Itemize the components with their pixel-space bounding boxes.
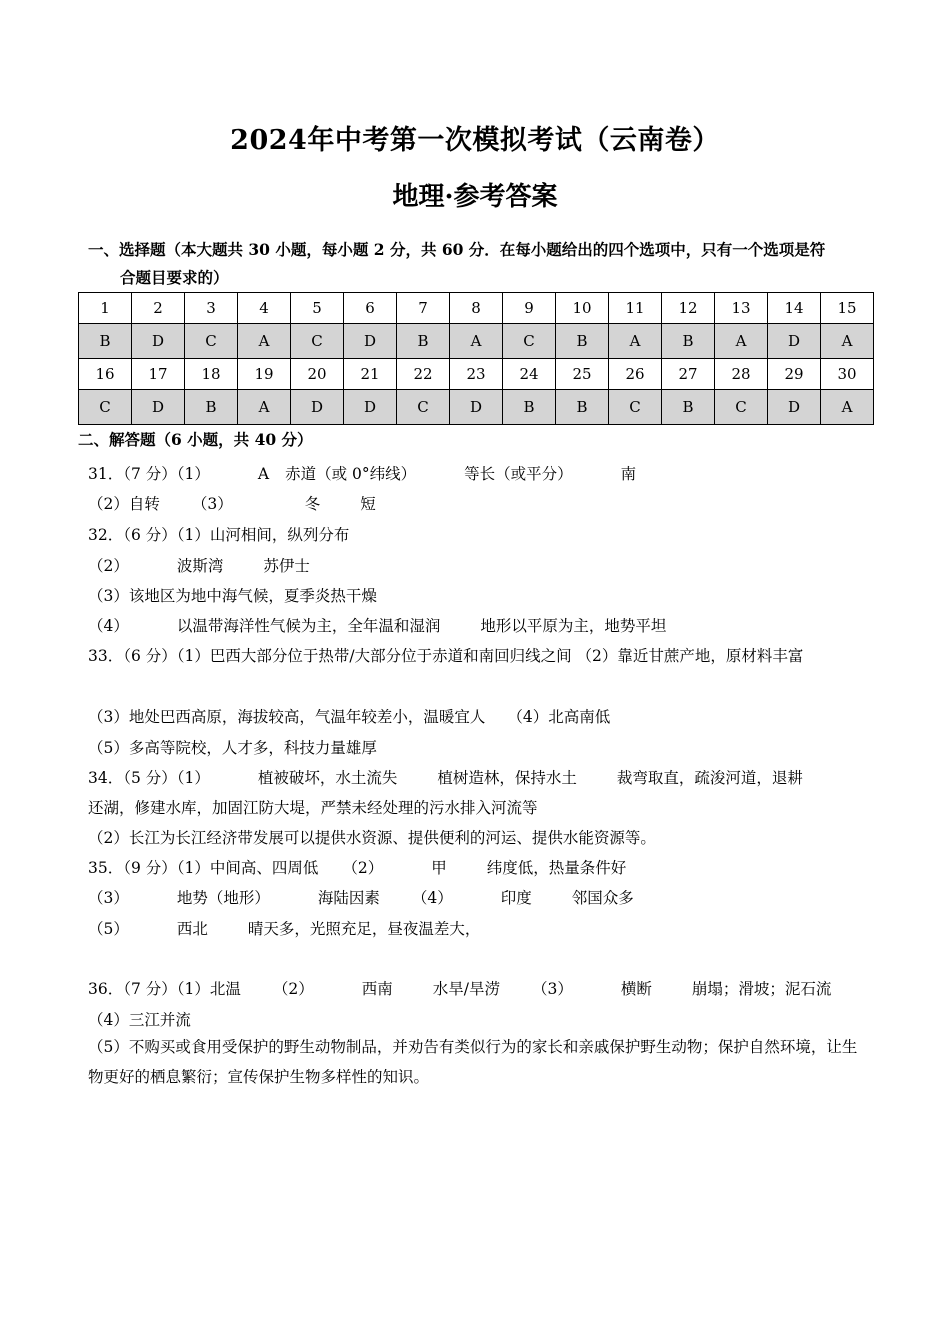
answer-row-row2-answers — [79, 390, 874, 425]
answer-letter-cell: A — [821, 324, 874, 359]
section1-title-line2: 合题目要求的） — [120, 268, 229, 287]
q36-line2: （4）三江并流 — [88, 1011, 191, 1029]
answer-letter-cell: C — [609, 390, 662, 425]
answer-number-cell: 28 — [715, 359, 768, 390]
q34-line2: （2）长江为长江经济带发展可以提供水资源、提供便利的河运、提供水能资源等。 — [88, 829, 656, 847]
answer-letter-cell: A — [821, 390, 874, 425]
answer-letter-cell: B — [397, 324, 450, 359]
answer-number-cell: 8 — [450, 293, 503, 324]
answer-row-row1-answers — [79, 324, 874, 359]
answer-letter-cell: A — [238, 390, 291, 425]
answer-number-cell: 19 — [238, 359, 291, 390]
answer-number-cell: 10 — [556, 293, 609, 324]
section1-title-line1: 一、选择题（本大题共 30 小题，每小题 2 分，共 60 分．在每小题给出的四个选项中，只有一个选项是符 — [88, 240, 826, 259]
q32-line4: （4） 以温带海洋性气候为主，全年温和湿润 地形以平原为主，地势平坦 — [88, 617, 667, 635]
answer-number-cell: 26 — [609, 359, 662, 390]
q32-line1: 32．（6 分）（1）山河相间，纵列分布 — [88, 526, 350, 544]
section2-heading: 二、解答题（6 小题，共 40 分） — [78, 430, 313, 449]
answer-letter-cell: D — [291, 390, 344, 425]
answer-number-cell: 23 — [450, 359, 503, 390]
answer-letter-cell: D — [132, 390, 185, 425]
page-title: 2024年中考第一次模拟考试（云南卷） — [230, 125, 720, 156]
page-subtitle: 地理·参考答案 — [392, 182, 558, 212]
answer-number-cell: 14 — [768, 293, 821, 324]
answer-letter-cell: D — [450, 390, 503, 425]
answer-number-cell: 20 — [291, 359, 344, 390]
answer-number-cell: 11 — [609, 293, 662, 324]
answer-number-cell: 16 — [79, 359, 132, 390]
answer-number-cell: 22 — [397, 359, 450, 390]
answer-number-cell: 12 — [662, 293, 715, 324]
answer-letter-cell: D — [344, 324, 397, 359]
answer-letter-cell: D — [344, 390, 397, 425]
q32-line3: （3）该地区为地中海气候，夏季炎热干燥 — [88, 587, 377, 605]
answer-letter-cell: B — [556, 324, 609, 359]
answer-number-cell: 29 — [768, 359, 821, 390]
answer-number-cell: 3 — [185, 293, 238, 324]
q35-line1: 35．（9 分）（1）中间高、四周低 （2） 甲 纬度低，热量条件好 — [88, 859, 627, 877]
q33-line3: （5）多高等院校，人才多，科技力量雄厚 — [88, 739, 377, 757]
answer-number-cell: 5 — [291, 293, 344, 324]
answer-number-cell: 15 — [821, 293, 874, 324]
answer-letter-cell: A — [715, 324, 768, 359]
q33-line1: 33．（6 分）（1）巴西大部分位于热带/大部分位于赤道和南回归线之间 （2）靠近甘蔗产地，原材料丰富 — [88, 647, 804, 665]
section1-heading — [88, 236, 878, 292]
answer-number-cell: 9 — [503, 293, 556, 324]
q35-line3: （5） 西北 晴天多，光照充足，昼夜温差大， — [88, 920, 481, 938]
answer-number-cell: 27 — [662, 359, 715, 390]
q31-line1: 31．（7 分）（1） A 赤道（或 0°纬线） 等长（或平分） 南 — [88, 465, 637, 483]
answer-letter-cell: B — [556, 390, 609, 425]
answer-number-cell: 13 — [715, 293, 768, 324]
answer-letter-cell: C — [715, 390, 768, 425]
answer-letter-cell: B — [503, 390, 556, 425]
answer-number-cell: 25 — [556, 359, 609, 390]
answer-letter-cell: C — [185, 324, 238, 359]
answer-number-cell: 17 — [132, 359, 185, 390]
q34-line1b: 还湖，修建水库，加固江防大堤，严禁未经处理的污水排入河流等 — [88, 799, 538, 817]
answer-row-row1-numbers — [79, 293, 874, 324]
answer-number-cell: 4 — [238, 293, 291, 324]
answer-letter-cell: B — [79, 324, 132, 359]
answer-letter-cell: D — [768, 324, 821, 359]
q36-line3: （5）不购买或食用受保护的野生动物制品，并劝告有类似行为的家长和亲戚保护野生动物；保护自然环境，让生物更好的栖息繁衍；宣传保护生物多样性的知识。 — [88, 1038, 858, 1086]
answer-number-cell: 6 — [344, 293, 397, 324]
q32-line2: （2） 波斯湾 苏伊士 — [88, 557, 310, 575]
answer-number-cell: 30 — [821, 359, 874, 390]
answer-number-cell: 1 — [79, 293, 132, 324]
answer-table — [78, 292, 874, 425]
answer-letter-cell: A — [609, 324, 662, 359]
q35-line2: （3） 地势（地形） 海陆因素 （4） 印度 邻国众多 — [88, 889, 634, 907]
answer-letter-cell: C — [291, 324, 344, 359]
answer-letter-cell: C — [79, 390, 132, 425]
answer-letter-cell: A — [450, 324, 503, 359]
answer-number-cell: 7 — [397, 293, 450, 324]
q31-line2: （2）自转 （3） 冬 短 — [88, 495, 376, 513]
answer-letter-cell: A — [238, 324, 291, 359]
answer-letter-cell: B — [662, 390, 715, 425]
answer-number-cell: 2 — [132, 293, 185, 324]
answer-letter-cell: D — [132, 324, 185, 359]
q34-line1: 34．（5 分）（1） 植被破坏，水土流失 植树造林，保持水土 裁弯取直，疏浚河道，退耕 — [88, 769, 803, 787]
answer-number-cell: 18 — [185, 359, 238, 390]
answer-letter-cell: B — [662, 324, 715, 359]
q33-line2: （3）地处巴西高原，海拔较高，气温年较差小，温暖宜人 （4）北高南低 — [88, 708, 611, 726]
answer-row-row2-numbers — [79, 359, 874, 390]
answer-number-cell: 21 — [344, 359, 397, 390]
q36-line1: 36．（7 分）（1）北温 （2） 西南 水旱/旱涝 （3） 横断 崩塌；滑坡；泥石流 — [88, 980, 832, 998]
answer-letter-cell: B — [185, 390, 238, 425]
answer-letter-cell: C — [503, 324, 556, 359]
answer-letter-cell: C — [397, 390, 450, 425]
answer-number-cell: 24 — [503, 359, 556, 390]
answer-letter-cell: D — [768, 390, 821, 425]
